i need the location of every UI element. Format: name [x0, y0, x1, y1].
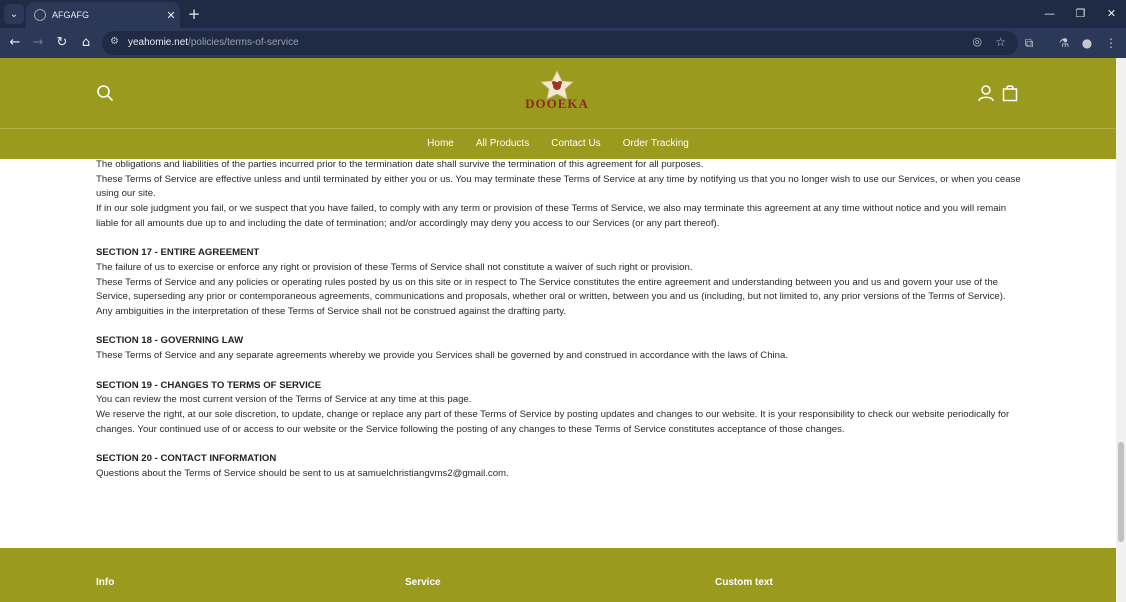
- footer-heading-service: Service: [405, 577, 441, 588]
- new-tab-plus-icon[interactable]: +: [187, 5, 201, 23]
- scrollbar-thumb[interactable]: [1118, 442, 1124, 542]
- terms-paragraph: Questions about the Terms of Service should be sent to us at samuelchristiangvms2@gmail.com.: [96, 467, 509, 479]
- terms-content: [96, 158, 1026, 481]
- account-icon[interactable]: [977, 84, 995, 102]
- browser-tabbar: [0, 0, 1126, 28]
- section-heading: SECTION 17 - ENTIRE AGREEMENT: [96, 247, 260, 259]
- footer-heading-info: Info: [96, 577, 115, 588]
- bookmark-star-icon[interactable]: ☆: [995, 35, 1006, 49]
- menu-kebab-icon[interactable]: ⋮: [1105, 36, 1117, 50]
- reload-icon[interactable]: ↻: [56, 35, 68, 50]
- terms-paragraph: If in our sole judgment you fail, or we suspect that you have failed, to comply with any term or provision of these Terms of Service, we also may terminate this agreement at any time without notice and you will remain liable for all amounts due up to and including the date of termination; and/or accordingly may deny you access to our Services (or any part thereof).: [96, 203, 1007, 229]
- eye-off-icon[interactable]: ◎: [972, 35, 982, 48]
- extensions-icon[interactable]: ⧉: [1024, 36, 1034, 50]
- terms-paragraph: These Terms of Service and any policies or operating rules posted by us on this site or in respect to The Service constitutes the entire agreement and understanding between you and us and govern your use of the Service, superseding any prior or contemporaneous agreements, communications and proposals, whether oral or written, between you and us (including, but not limited to, any prior versions of the Terms of Service).: [96, 276, 1006, 303]
- section-heading: SECTION 19 - CHANGES TO TERMS OF SERVICE: [96, 379, 322, 391]
- globe-icon: [34, 9, 46, 21]
- nav-home[interactable]: Home: [427, 138, 454, 149]
- restore-icon[interactable]: ❐: [1075, 7, 1086, 20]
- terms-paragraph: The failure of us to exercise or enforce any right or provision of these Terms of Service shall not constitute a waiver of such right or provision.: [96, 261, 693, 273]
- site-logo[interactable]: [524, 70, 590, 116]
- nav-all-products[interactable]: All Products: [475, 138, 530, 149]
- main-nav: [0, 137, 1116, 151]
- home-icon[interactable]: ⌂: [81, 35, 91, 50]
- page-scrollbar[interactable]: [1116, 58, 1126, 602]
- browser-tab[interactable]: [26, 2, 180, 28]
- terms-paragraph: The obligations and liabilities of the parties incurred prior to the termination date shall survive the termination of this agreement for all purposes.: [96, 159, 704, 170]
- logo-text: DOOEKA: [525, 96, 589, 111]
- address-bar[interactable]: [102, 31, 1018, 55]
- site-info-icon[interactable]: ⚙: [110, 36, 119, 47]
- terms-paragraph: Any ambiguities in the interpretation of these Terms of Service shall not be construed against the drafting party.: [96, 306, 566, 318]
- close-tab-icon[interactable]: ✕: [166, 8, 176, 22]
- site-footer: [0, 548, 1116, 602]
- terms-paragraph: You can review the most current version of the Terms of Service at any time at this page.: [96, 394, 472, 406]
- url-path: /policies/terms-of-service: [188, 37, 299, 48]
- terms-paragraph: These Terms of Service are effective unless and until terminated by either you or us. You may terminate these Terms of Service at any time by notifying us that you no longer wish to use our Services, or when you cease using our site.: [96, 173, 1021, 200]
- profile-icon[interactable]: ●: [1081, 36, 1093, 50]
- terms-paragraph: These Terms of Service and any separate agreements whereby we provide you Services shall be governed by and construed in accordance with the laws of China.: [96, 350, 789, 362]
- shopping-bag-icon[interactable]: [1002, 84, 1018, 102]
- nav-order-tracking[interactable]: Order Tracking: [622, 138, 689, 149]
- forward-arrow-icon[interactable]: →: [32, 35, 44, 50]
- minimize-icon[interactable]: —: [1044, 7, 1055, 20]
- url-host: yeahomie.net: [128, 37, 189, 48]
- back-arrow-icon[interactable]: ←: [9, 35, 21, 50]
- footer-heading-custom-text: Custom text: [715, 577, 773, 588]
- labs-flask-icon[interactable]: ⚗: [1058, 36, 1070, 50]
- nav-contact-us[interactable]: Contact Us: [551, 138, 601, 149]
- terms-paragraph: We reserve the right, at our sole discretion, to update, change or replace any part of these Terms of Service by posting updates and changes to our website. It is your responsibility to check our website periodically for changes. Your continued use of or access to our website or the Service following the posting of any changes to these Terms of Service constitutes acceptance of those changes.: [96, 408, 1010, 435]
- tab-title: AFGAFG: [52, 10, 90, 20]
- section-heading: SECTION 18 - GOVERNING LAW: [96, 335, 244, 347]
- web-page: [0, 58, 1116, 602]
- search-icon[interactable]: [96, 84, 114, 102]
- window-close-icon[interactable]: ✕: [1106, 7, 1117, 20]
- url-text: [128, 37, 299, 48]
- section-heading: SECTION 20 - CONTACT INFORMATION: [96, 453, 277, 464]
- site-header: [0, 58, 1116, 159]
- tab-search-chevron-icon[interactable]: ⌄: [4, 4, 24, 24]
- header-divider: [0, 128, 1116, 129]
